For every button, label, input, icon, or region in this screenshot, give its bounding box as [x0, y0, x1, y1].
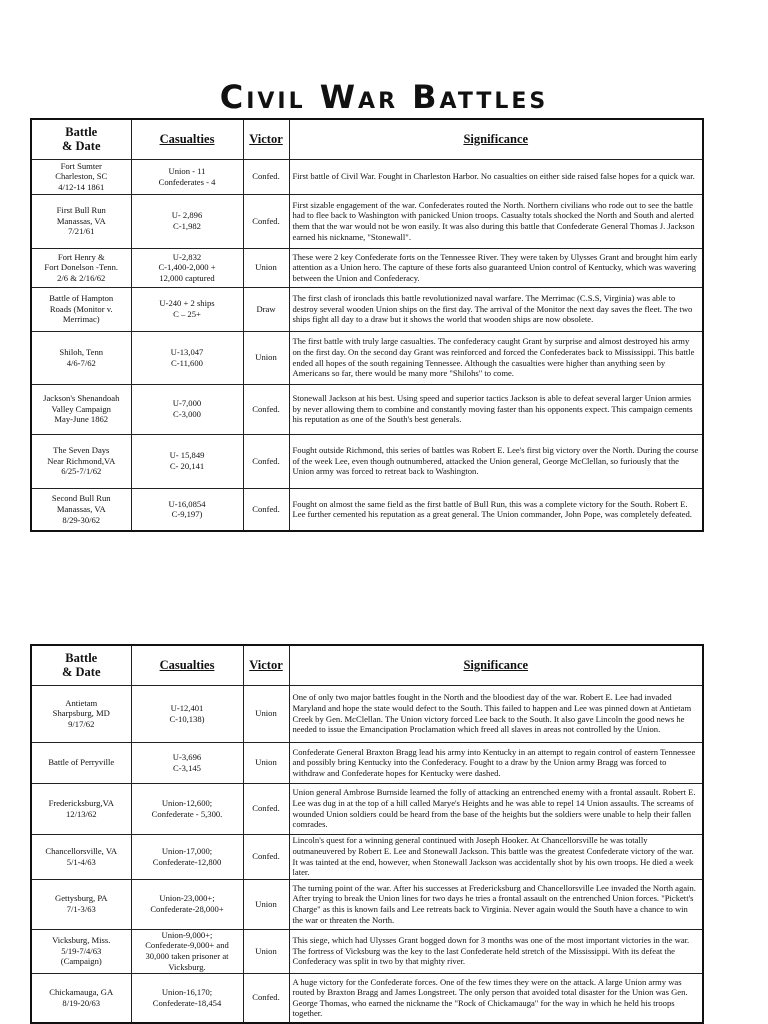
table-row — [31, 194, 703, 248]
battles-table-2 — [30, 644, 704, 1024]
victor-cell: Union — [243, 929, 289, 973]
battle-date-header: Battle & Date — [31, 119, 131, 159]
battle-cell: Vicksburg, Miss. 5/19-7/4/63 (Campaign) — [31, 929, 131, 973]
table-row — [31, 488, 703, 531]
battle-cell: Jackson's Shenandoah Valley Campaign May-June 1862 — [31, 384, 131, 434]
table-row — [31, 685, 703, 742]
significance-cell: A huge victory for the Confederate forces. One of the few times they were on the attack. A large Union army was routed by Braxton Bragg and James Longstreet. The only person that avoided total disaster for the Union was Gen. George Thomas, who earned the nickname the "Rock of Chickamauga" for the way in which he held his troops together. — [289, 973, 703, 1023]
table-row — [31, 783, 703, 834]
casualties-cell: U-240 + 2 ships C – 25+ — [131, 287, 243, 331]
victor-cell: Union — [243, 685, 289, 742]
casualties-cell: Union-23,000+; Confederate-28,000+ — [131, 879, 243, 929]
table-row — [31, 384, 703, 434]
battle-cell: Chancellorsville, VA 5/1-4/63 — [31, 834, 131, 879]
battle-cell: Fredericksburg,VA 12/13/62 — [31, 783, 131, 834]
casualties-cell: U- 15,849 C- 20,141 — [131, 434, 243, 488]
battle-cell: Antietam Sharpsburg, MD 9/17/62 — [31, 685, 131, 742]
significance-cell: Lincoln's quest for a winning general continued with Joseph Hooker. At Chancellorsville he was totally outmaneuvered by Robert E. Lee and Stonewall Jackson. This battle was the greatest Confederate victory of the war. It was tainted at the end, however, when Stonewall Jackson was accidentally shot by his own troops. He died a week later. — [289, 834, 703, 879]
battle-cell: Fort Sumter Charleston, SC 4/12-14 1861 — [31, 159, 131, 194]
table-row — [31, 834, 703, 879]
significance-cell: The first battle with truly large casualties. The confederacy caught Grant by surprise and almost destroyed his army on the first day. On the second day Grant was reinforced and forced the Confederates back to Mississippi. This battle ended all hopes of the south regaining Tennessee. Although the casualties were higher than anything seen by Americans so far, there would be many more "Shilohs" to come. — [289, 331, 703, 384]
victor-cell: Union — [243, 879, 289, 929]
battle-cell: Shiloh, Tenn 4/6-7/62 — [31, 331, 131, 384]
table-header-row — [31, 645, 703, 685]
casualties-cell: Union-17,000; Confederate-12,800 — [131, 834, 243, 879]
significance-cell: Fought on almost the same field as the first battle of Bull Run, this was a complete victory for the South. Robert E. Lee further cemented his reputation as a great general. The Union commander, John Pope, was completely defeated. — [289, 488, 703, 531]
casualties-cell: U-12,401 C-10,138) — [131, 685, 243, 742]
battle-cell: Battle of Hampton Roads (Monitor v. Merrimac) — [31, 287, 131, 331]
victor-cell: Union — [243, 248, 289, 287]
significance-cell: Fought outside Richmond, this series of battles was Robert E. Lee's first big victory over the North. During the course of the week Lee, even though outnumbered, attacked the Union general, George McClellan, so furiously that the Union army was forced to retreat back to Washington. — [289, 434, 703, 488]
victor-cell: Confed. — [243, 973, 289, 1023]
casualties-cell: Union - 11 Confederates - 4 — [131, 159, 243, 194]
significance-cell: Stonewall Jackson at his best. Using speed and superior tactics Jackson is able to defeat several larger Union armies by never allowing them to combine and constantly moving faster than his opponents expect. This campaign cements his reputation as one of the South's best generals. — [289, 384, 703, 434]
battle-cell: Fort Henry & Fort Donelson -Tenn. 2/6 & 2/16/62 — [31, 248, 131, 287]
significance-header: Significance — [289, 645, 703, 685]
victor-header: Victor — [243, 119, 289, 159]
significance-cell: Confederate General Braxton Bragg lead his army into Kentucky in an attempt to regain control of eastern Tennessee and possibly bring Kentucky into the Confederacy. Fought to a draw by the Union army Bragg was forced to withdraw and Confederate hopes for Kentucky were dashed. — [289, 742, 703, 783]
significance-cell: One of only two major battles fought in the North and the bloodiest day of the war. Robert E. Lee had invaded Maryland and hope the state would defect to the South. This failed to happen and Lee was pinned down at Antietam Creek by Gen. McClellan. The Union victory forced Lee back to the South. It also gave Lincoln the good news he needed to issue the Emancipation Proclamation which freed all slaves in areas not controlled by the Union. — [289, 685, 703, 742]
victor-header: Victor — [243, 645, 289, 685]
battle-cell: Battle of Perryville — [31, 742, 131, 783]
casualties-cell: Union-9,000+; Confederate-9,000+ and 30,000 taken prisoner at Vicksburg. — [131, 929, 243, 973]
battle-date-header: Battle & Date — [31, 645, 131, 685]
victor-cell: Draw — [243, 287, 289, 331]
table-row — [31, 742, 703, 783]
battle-cell: Second Bull Run Manassas, VA 8/29-30/62 — [31, 488, 131, 531]
table-row — [31, 248, 703, 287]
table-row — [31, 287, 703, 331]
table-row — [31, 973, 703, 1023]
table-header-row — [31, 119, 703, 159]
battle-cell: Chickamauga, GA 8/19-20/63 — [31, 973, 131, 1023]
victor-cell: Confed. — [243, 834, 289, 879]
table-row — [31, 331, 703, 384]
casualties-cell: Union-16,170; Confederate-18,454 — [131, 973, 243, 1023]
casualties-cell: U-2,832 C-1,400-2,000 + 12,000 captured — [131, 248, 243, 287]
victor-cell: Confed. — [243, 384, 289, 434]
victor-cell: Confed. — [243, 194, 289, 248]
casualties-cell: U-13,047 C-11,600 — [131, 331, 243, 384]
casualties-header: Casualties — [131, 119, 243, 159]
casualties-cell: U-3,696 C-3,145 — [131, 742, 243, 783]
significance-cell: These were 2 key Confederate forts on the Tennessee River. They were taken by Ulysses Grant and brought him early attention as a Union hero. The capture of these forts also guaranteed Union control of Kentucky, which was wavering between the Union and Confederacy. — [289, 248, 703, 287]
casualties-header: Casualties — [131, 645, 243, 685]
victor-cell: Confed. — [243, 159, 289, 194]
victor-cell: Confed. — [243, 488, 289, 531]
significance-cell: This siege, which had Ulysses Grant bogged down for 3 months was one of the most important victories in the war. The fortress of Vicksburg was the key to the last Confederate held stretch of the Mississippi. With its defeat the Confederacy was split in two by that mighty river. — [289, 929, 703, 973]
table-row — [31, 879, 703, 929]
victor-cell: Union — [243, 331, 289, 384]
page-title: Civil War Battles — [219, 78, 549, 116]
casualties-cell: U- 2,896 C-1,982 — [131, 194, 243, 248]
battles-table-1 — [30, 118, 704, 532]
significance-cell: Union general Ambrose Burnside learned the folly of attacking an entrenched enemy with a frontal assault. Robert E. Lee was dug in at the top of a hill called Marye's Heights and he was able to repel 14 Union assaults. The screams of wounded Union soldiers could be heard from the base of the heights but the soldiers were unable to help their fallen comrades. — [289, 783, 703, 834]
victor-cell: Confed. — [243, 434, 289, 488]
casualties-cell: U-7,000 C-3,000 — [131, 384, 243, 434]
battle-cell: First Bull Run Manassas, VA 7/21/61 — [31, 194, 131, 248]
significance-cell: First sizable engagement of the war. Confederates routed the North. Northern civilians who rode out to see the battle had to flee back to Washington with panicked Union troops. Casualty totals shocked the North and South and alerted them that the war would not be won easily. It was also during this battle that Confederate General Thomas J. Jackson earned his nickname, "Stonewall". — [289, 194, 703, 248]
victor-cell: Union — [243, 742, 289, 783]
table-row — [31, 434, 703, 488]
victor-cell: Confed. — [243, 783, 289, 834]
casualties-cell: Union-12,600; Confederate - 5,300. — [131, 783, 243, 834]
battle-cell: Gettysburg, PA 7/1-3/63 — [31, 879, 131, 929]
significance-cell: The first clash of ironclads this battle revolutionized naval warfare. The Merrimac (C.S.S, Virginia) was able to destroy several wooden Union ships on the first day. The arrival of the Monitor the next day saves the fleet. The two ships fight all day to a draw but it shows the world that wooden ships are now obsolete. — [289, 287, 703, 331]
battle-cell: The Seven Days Near Richmond,VA 6/25-7/1/62 — [31, 434, 131, 488]
table-row — [31, 929, 703, 973]
significance-header: Significance — [289, 119, 703, 159]
significance-cell: First battle of Civil War. Fought in Charleston Harbor. No casualties on either side raised false hopes for a quick war. — [289, 159, 703, 194]
casualties-cell: U-16,0854 C-9,197) — [131, 488, 243, 531]
significance-cell: The turning point of the war. After his successes at Fredericksburg and Chancellorsville Lee invaded the North again. After trying to break the Union lines for two days he tries a frontal assault on the entrenched Union forces. "Pickett's Charge" as this is known fails and Lee retreats back to Virginia. Never again would the South have a chance to win the war or threaten the North. — [289, 879, 703, 929]
table-row — [31, 159, 703, 194]
